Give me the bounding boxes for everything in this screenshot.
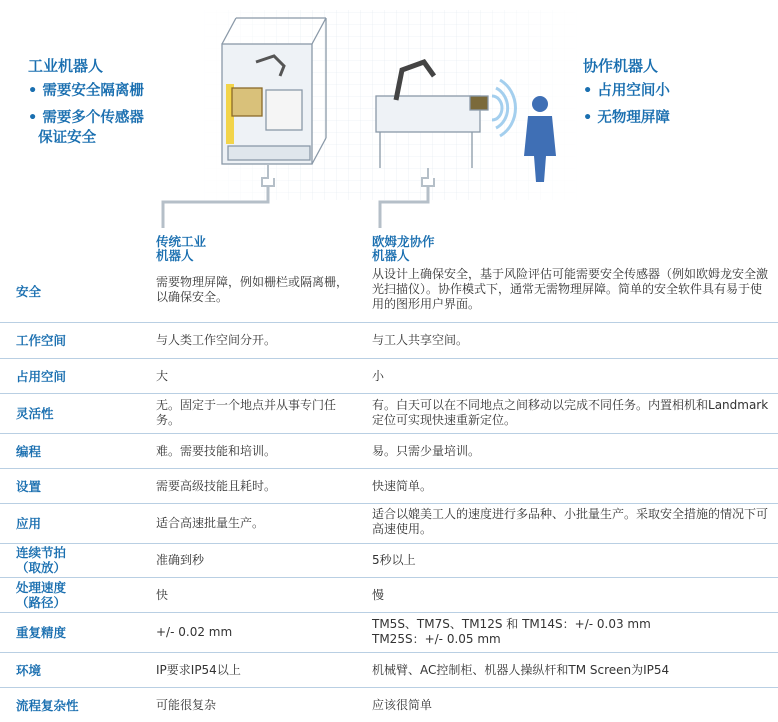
row-label: 灵活性: [16, 406, 54, 421]
omron-cell: TM5S、TM7S、TM12S 和 TM14S：+/- 0.03 mm TM25S：+/- 0.05 mm: [372, 617, 651, 646]
table-row: [0, 394, 778, 434]
comparison-table: [0, 264, 778, 722]
traditional-cell: 与人类工作空间分开。: [156, 333, 277, 347]
column-header-omron: [372, 235, 435, 263]
traditional-cell: 无。固定于一个地点并从事专门任务。: [156, 398, 337, 427]
omron-cell: 快速简单。: [372, 479, 433, 493]
table-row: [0, 323, 778, 359]
omron-cell: 有。白天可以在不同地点之间移动以完成不同任务。内置相机和Landmark定位可实现快速重新定位。: [372, 398, 769, 427]
column-header-traditional: [156, 235, 206, 263]
row-label: 工作空间: [16, 333, 67, 348]
traditional-cell: 难。需要技能和培训。: [156, 444, 277, 458]
row-label: 安全: [16, 284, 42, 299]
table-row: [0, 359, 778, 394]
omron-cell: 机械臂、AC控制柜、机器人操纵杆和TM Screen为IP54: [372, 663, 670, 677]
row-label: 占用空间: [16, 369, 67, 384]
omron-cell: 易。只需少量培训。: [372, 444, 481, 458]
column-header-omron-line1: 欧姆龙协作: [372, 234, 435, 249]
row-label: 应用: [16, 516, 42, 531]
industrial-bullet-2-cont: 保证安全: [28, 130, 97, 146]
row-label: [16, 545, 66, 575]
table-row: [0, 544, 778, 578]
traditional-cell: 需要物理屏障，例如栅栏或隔离栅，以确保安全。: [156, 275, 349, 304]
industrial-robot-title: 工业机器人: [28, 57, 104, 75]
table-row: [0, 578, 778, 613]
table-row: [0, 653, 778, 688]
table-row: [0, 264, 778, 323]
row-label: 环境: [16, 663, 42, 678]
traditional-cell: 大: [156, 369, 169, 383]
column-header-omron-line2: 机器人: [372, 248, 410, 263]
industrial-bullet-1: • 需要安全隔离栅: [28, 83, 144, 99]
omron-cell: 慢: [372, 588, 385, 602]
row-label-line1: 处理速度: [16, 580, 67, 595]
row-label-line2: （取放）: [16, 560, 67, 575]
traditional-cell: 需要高级技能且耗时。: [156, 479, 277, 493]
row-label: 流程复杂性: [16, 698, 79, 713]
cobot-title: 协作机器人: [583, 57, 659, 75]
cobot-bullet-2: • 无物理屏障: [583, 110, 670, 126]
traditional-cell: 准确到秒: [156, 553, 205, 567]
omron-cell: 适合以媲美工人的速度进行多品种、小批量生产。采取安全措施的情况下可高速使用。: [372, 507, 769, 536]
industrial-bullet-2: • 需要多个传感器: [28, 110, 144, 126]
traditional-cell: 可能很复杂: [156, 698, 217, 712]
robots-illustration: [0, 0, 778, 266]
traditional-cell: +/- 0.02 mm: [156, 625, 233, 639]
omron-cell: 5秒以上: [372, 553, 416, 567]
column-header-traditional-line1: 传统工业: [156, 234, 207, 249]
cobot-bullet-1: • 占用空间小: [583, 83, 670, 99]
traditional-cell: 快: [156, 588, 169, 602]
table-row: [0, 688, 778, 722]
traditional-cell: IP要求IP54以上: [156, 663, 241, 677]
row-label-line1: 连续节拍: [16, 545, 67, 560]
table-row: [0, 504, 778, 544]
row-label: 设置: [16, 479, 42, 494]
omron-cell: 应该很简单: [372, 698, 433, 712]
row-label-line2: （路径）: [16, 595, 67, 610]
table-row: [0, 613, 778, 653]
omron-cell: 从设计上确保安全，基于风险评估可能需要安全传感器（例如欧姆龙安全激光扫描仪）。协作模式下，通常无需物理屏障。简单的安全软件具有易于使用的图形用户界面。: [372, 267, 769, 311]
row-label: [16, 580, 66, 610]
table-row: [0, 469, 778, 504]
row-label: 重复精度: [16, 625, 67, 640]
traditional-cell: 适合高速批量生产。: [156, 516, 265, 530]
row-label: 编程: [16, 444, 42, 459]
omron-cell: 小: [372, 369, 385, 383]
omron-cell: 与工人共享空间。: [372, 333, 469, 347]
column-header-traditional-line2: 机器人: [156, 248, 194, 263]
table-row: [0, 434, 778, 469]
